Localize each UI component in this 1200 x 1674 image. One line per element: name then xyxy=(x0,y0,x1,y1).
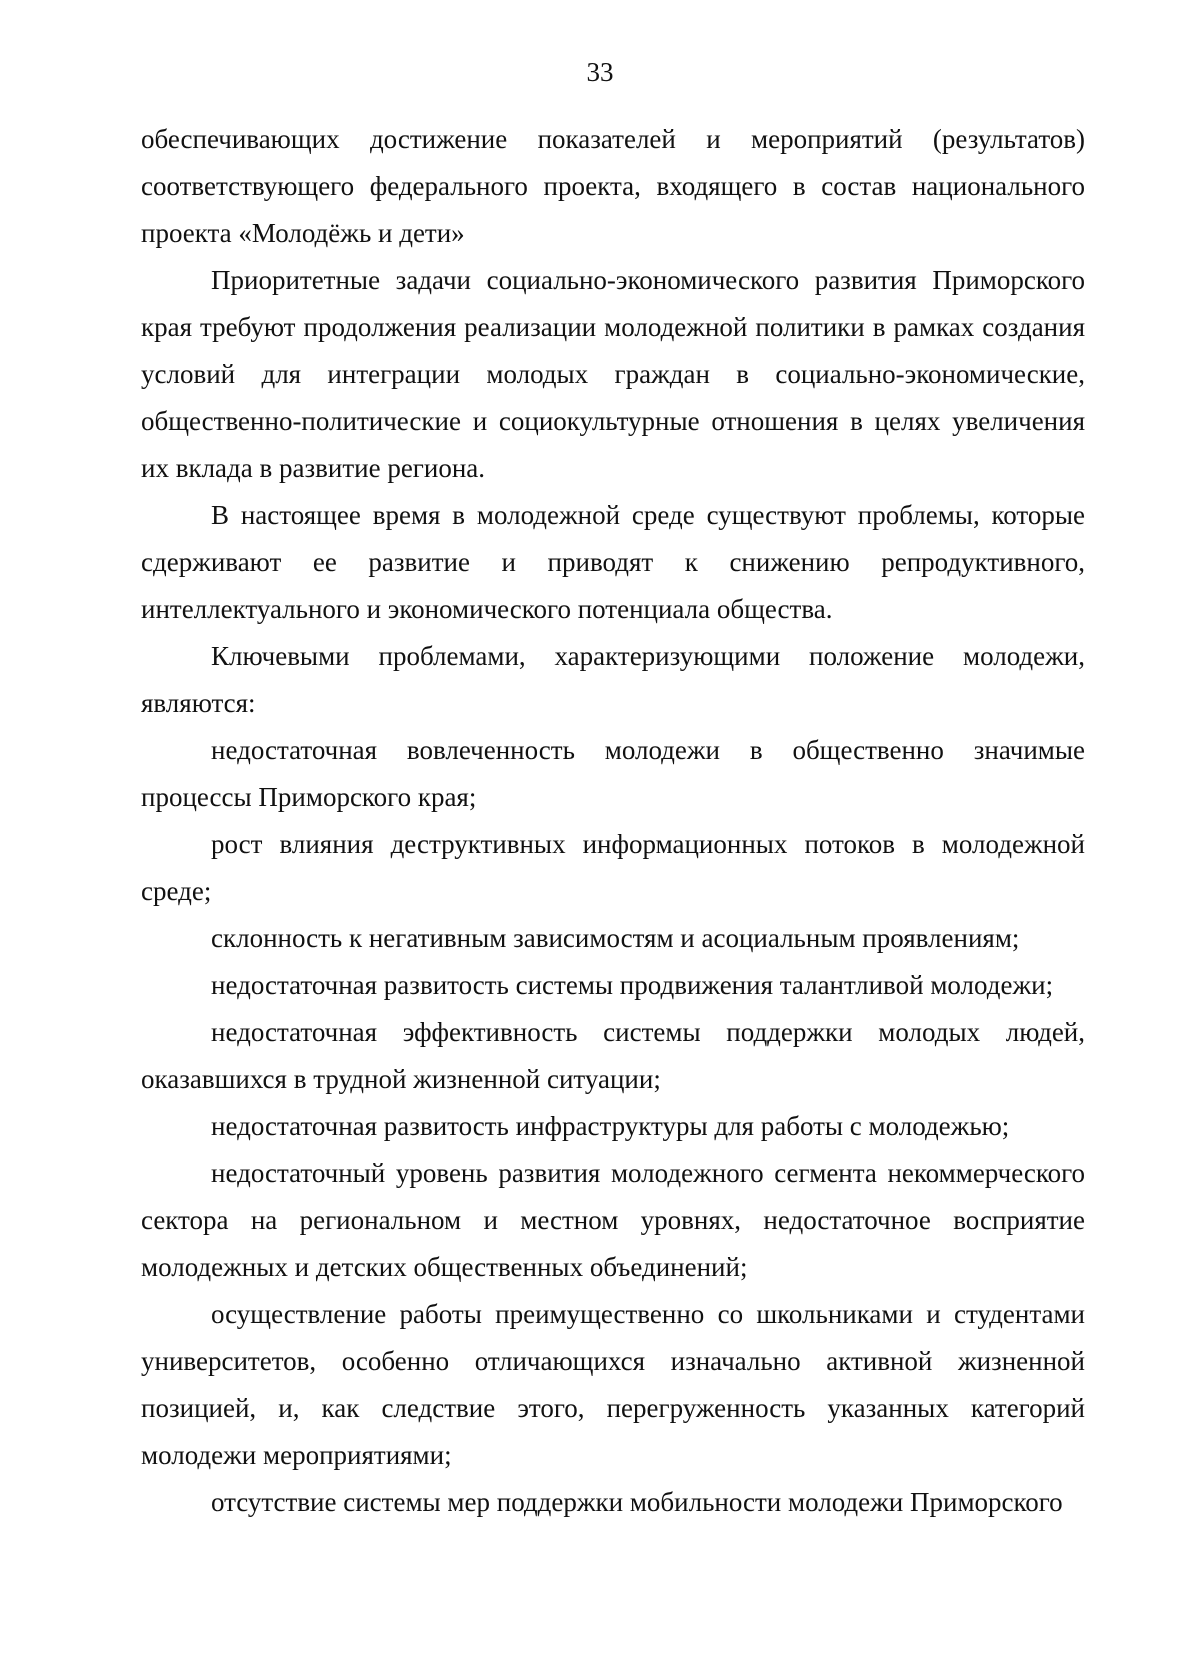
list-item: недостаточный уровень развития молодежного сегмента некоммерческого сектора на региональном и местном уровнях, недостаточное восприятие молодежных и детских общественных объединений; xyxy=(141,1158,1085,1282)
list-item: недостаточная развитость инфраструктуры для работы с молодежью; xyxy=(211,1111,1010,1141)
list-item: недостаточная развитость системы продвижения талантливой молодежи; xyxy=(211,970,1054,1000)
list-item: недостаточная вовлеченность молодежи в общественно значимые процессы Приморского края; xyxy=(141,735,1085,812)
paragraph: обеспечивающих достижение показателей и мероприятий (результатов) соответствующего федерального проекта, входящего в состав национального проекта «Молодёжь и дети» xyxy=(141,124,1085,248)
paragraph: Ключевыми проблемами, характеризующими положение молодежи, являются: xyxy=(141,641,1085,718)
list-item: отсутствие системы мер поддержки мобильности молодежи Приморского xyxy=(211,1487,1063,1517)
list-item: рост влияния деструктивных информационных потоков в молодежной среде; xyxy=(141,829,1085,906)
list-item: осуществление работы преимущественно со школьниками и студентами университетов, особенно отличающихся изначально активной жизненной позицией, и, как следствие этого, перегруженность указанных категорий молодежи мероприятиями; xyxy=(141,1299,1085,1470)
paragraph: Приоритетные задачи социально-экономического развития Приморского края требуют продолжения реализации молодежной политики в рамках создания условий для интеграции молодых граждан в социально-экономические, общественно-политические и социокультурные отношения в целях увеличения их вклада в развитие региона. xyxy=(141,265,1085,483)
list-item: недостаточная эффективность системы поддержки молодых людей, оказавшихся в трудной жизненной ситуации; xyxy=(141,1017,1085,1094)
paragraph: В настоящее время в молодежной среде существуют проблемы, которые сдерживают ее развитие и приводят к снижению репродуктивного, интеллектуального и экономического потенциала общества. xyxy=(141,500,1085,624)
page-number: 33 xyxy=(586,57,614,87)
list-item: склонность к негативным зависимостям и асоциальным проявлениям; xyxy=(211,923,1020,953)
document-body xyxy=(141,116,1085,1526)
